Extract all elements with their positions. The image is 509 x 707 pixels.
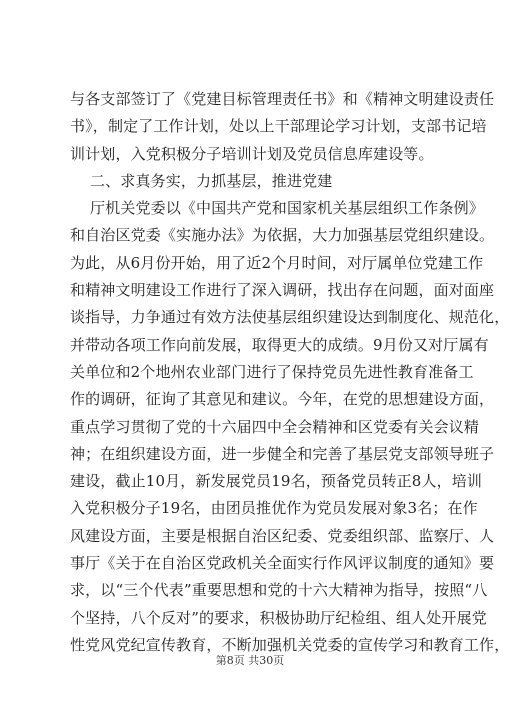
- text-line: 谈指导，力争通过有效方法使基层组织建设达到制度化、规范化，: [70, 308, 509, 327]
- text-line: 事厅《关于在自治区党政机关全面实行作风评议制度的通知》要: [70, 554, 495, 573]
- text-line: 建设，截止10月，新发展党员19名，预备党员转正8人，培训: [70, 472, 483, 491]
- paragraph-first-line: 厅机关党委以《中国共产党和国家机关基层组织工作条例》: [90, 199, 484, 218]
- text-line: 与各支部签订了《党建目标管理责任书》和《精神文明建设责任: [70, 90, 495, 108]
- section-heading: 二、求真务实，力抓基层，推进党建: [90, 171, 333, 190]
- text-line: 作的调研，征询了其意见和建议。今年，在党的思想建设方面，: [70, 390, 495, 409]
- text-line: 重点学习贯彻了党的十六届四中全会精神和区党委有关会议精: [70, 417, 480, 436]
- text-line: 风建设方面，主要是根据自治区纪委、党委组织部、监察厅、人: [70, 526, 495, 545]
- text-line: 求，以“三个代表”重要思想和党的十六大精神为指导，按照“八: [70, 581, 488, 600]
- text-line: 和精神文明建设工作进行了深入调研，找出存在问题，面对面座: [70, 281, 495, 300]
- text-line: 入党积极分子19名，由团员推优作为党员发展对象3名；在作: [70, 499, 478, 518]
- text-line: 为此，从6月份开始，用了近2个月时间，对厅属单位党建工作: [70, 253, 484, 272]
- text-line: 个坚持，八个反对”的要求，积极协助厅纪检组、组人处开展党: [70, 608, 487, 627]
- page-number-footer: 第8页 共30页: [215, 654, 285, 667]
- text-line: 书》，制定了工作计划，处以上干部理论学习计划，支部书记培: [70, 117, 487, 136]
- document-body: [70, 86, 509, 659]
- text-line: 和自治区党委《实施办法》为依据，大力加强基层党组织建设。: [70, 226, 495, 245]
- text-line: 训计划，入党积极分子培训计划及党员信息库建设等。: [70, 144, 434, 163]
- text-line: 并带动各项工作向前发展，取得更大的成绩。9月份又对厅属有: [70, 335, 489, 354]
- text-line: 神；在组织建设方面，进一步健全和完善了基层党支部领导班子: [70, 444, 495, 463]
- text-line: 关单位和2个地州农业部门进行了保持党员先进性教育准备工: [70, 362, 474, 381]
- text-line: 性党风党纪宣传教育，不断加强机关党委的宣传学习和教育工作，: [70, 635, 509, 654]
